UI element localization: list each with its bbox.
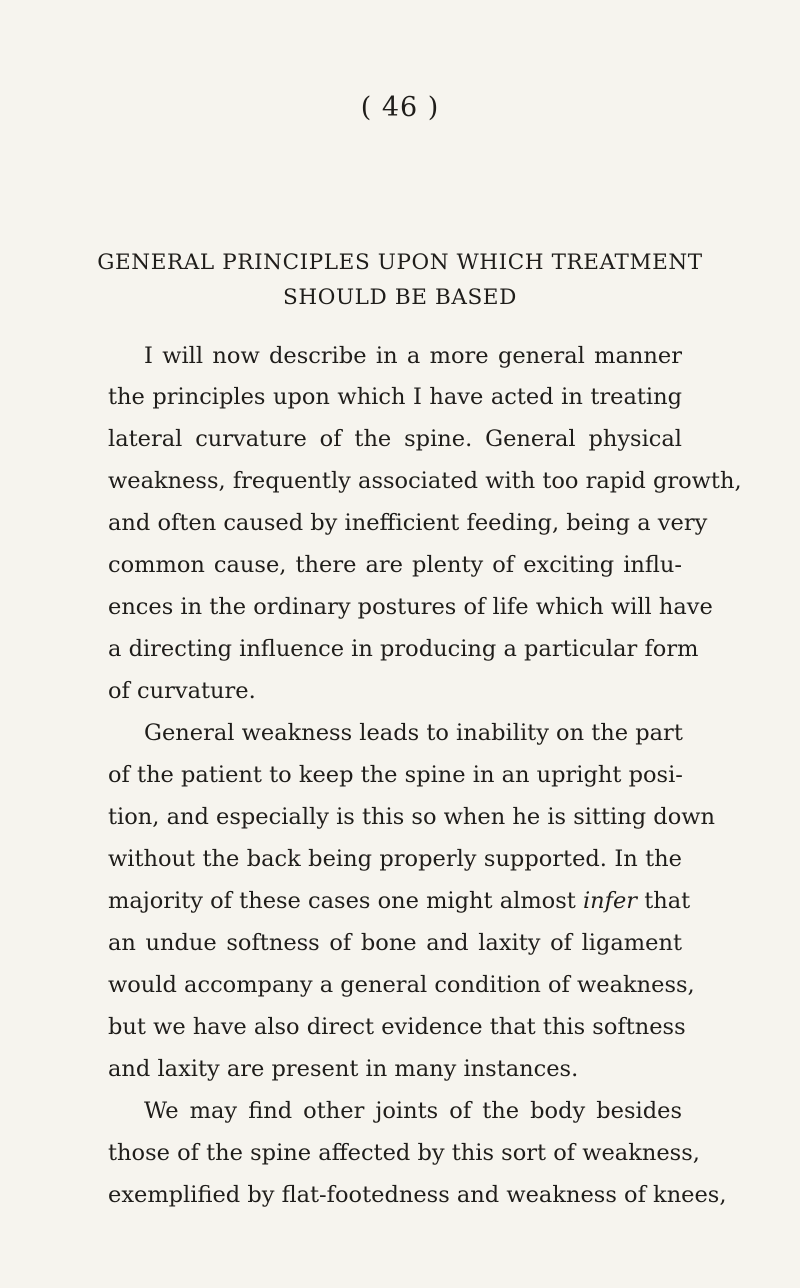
italic-word: infer (582, 888, 638, 914)
text-line: lateral curvature of the spine. General physical (108, 426, 682, 452)
text-segment: majority of these cases one might almost (108, 888, 576, 914)
text-line: common cause, there are plenty of exciting influ- (108, 552, 682, 578)
text-line: of the patient to keep the spine in an upright posi- (108, 762, 683, 788)
text-line: tion, and especially is this so when he is sitting down (108, 804, 715, 830)
text-line: weakness, frequently associated with too rapid growth, (108, 468, 742, 494)
section-heading-line-2: SHOULD BE BASED (283, 285, 517, 310)
text-line: We may find other joints of the body besides (144, 1098, 682, 1124)
text-line: those of the spine affected by this sort of weakness, (108, 1140, 700, 1166)
text-line: ences in the ordinary postures of life which will have (108, 594, 713, 620)
text-segment: that (644, 888, 691, 914)
text-line: would accompany a general condition of weakness, (108, 972, 695, 998)
text-line: exemplified by flat-footedness and weakness of knees, (108, 1182, 727, 1208)
text-line: and laxity are present in many instances. (108, 1056, 579, 1082)
text-line: the principles upon which I have acted in treating (108, 384, 682, 410)
text-line: a directing influence in producing a particular form (108, 636, 699, 662)
text-line: an undue softness of bone and laxity of ligament (108, 930, 682, 956)
text-line: without the back being properly supported. In the (108, 846, 682, 872)
text-line: General weakness leads to inability on the part (144, 720, 683, 746)
text-line: of curvature. (108, 678, 256, 704)
page-number: ( 46 ) (360, 92, 440, 123)
text-line: but we have also direct evidence that this softness (108, 1014, 686, 1040)
text-line (108, 888, 691, 914)
text-line: and often caused by inefficient feeding, being a very (108, 510, 708, 536)
text-line: I will now describe in a more general manner (144, 343, 682, 369)
section-heading-line-1: GENERAL PRINCIPLES UPON WHICH TREATMENT (97, 250, 703, 275)
